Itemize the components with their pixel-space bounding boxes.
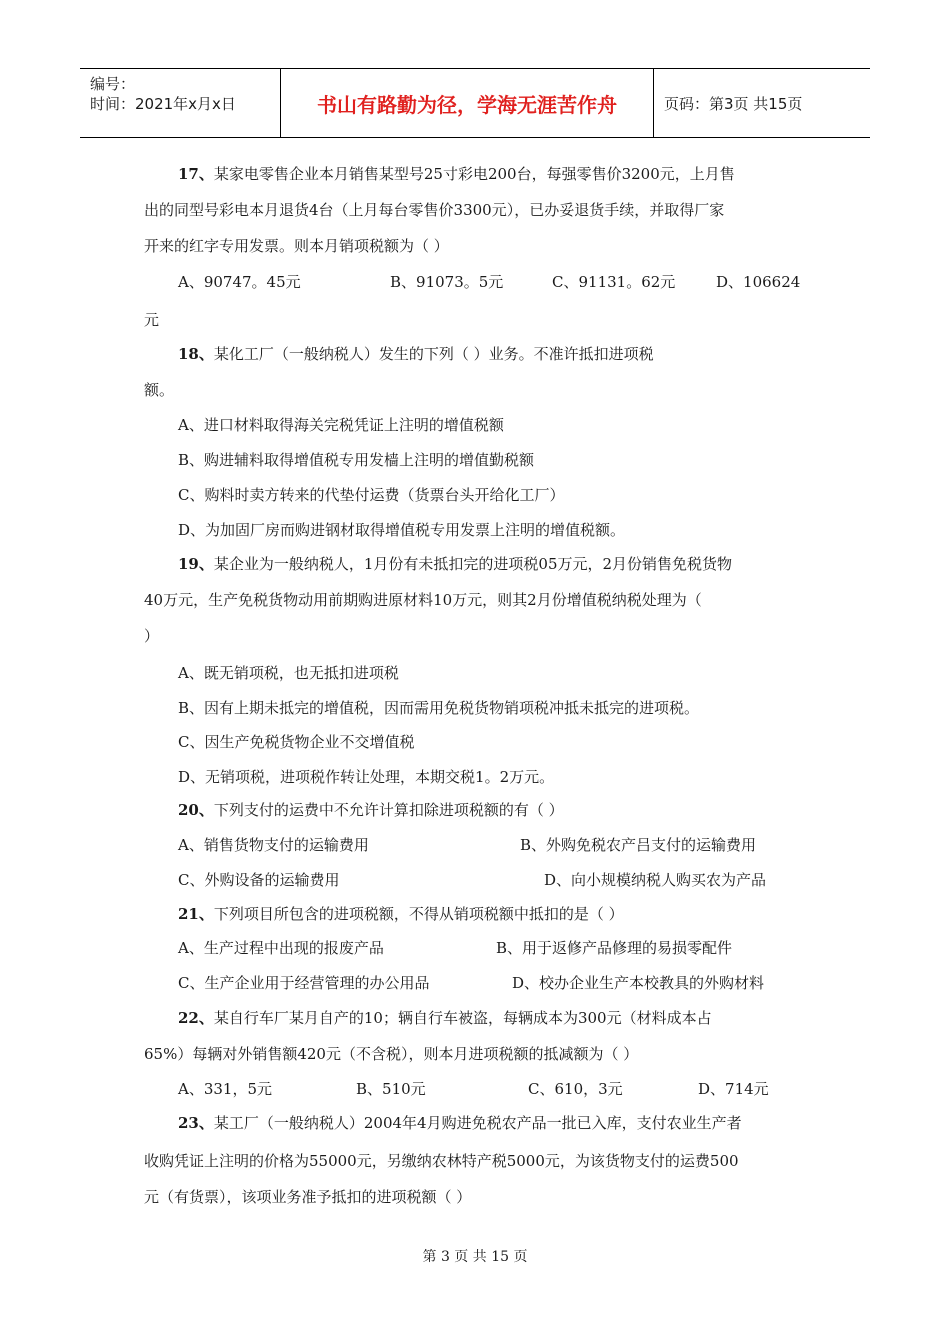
question-20-option-d: D、向小规模纳税人购买农为产品 xyxy=(544,871,767,889)
question-19-option-b: B、因有上期未抵完的增值税，因而需用免税货物销项税冲抵未抵完的进项税。 xyxy=(178,699,700,717)
document-number-label: 编号： xyxy=(90,75,136,93)
question-19-option-a: A、既无销项税，也无抵扣进项税 xyxy=(178,664,399,682)
question-22-option-a: A、331，5元 xyxy=(178,1080,273,1098)
question-17-line-2: 出的同型号彩电本月退货4台（上月每台零售价3300元），已办妥退货手续，并取得厂家 xyxy=(144,201,725,219)
question-20-option-b: B、外购免税农产吕支付的运输费用 xyxy=(520,836,757,854)
header-page-label: 页码：第3页 共15页 xyxy=(664,94,803,113)
header-motto: 书山有路勤为径，学海无涯苦作舟 xyxy=(281,69,654,137)
page-footer: 第 3 页 共 15 页 xyxy=(422,1249,528,1265)
question-19-option-d: D、无销项税，进项税作转让处理，本期交税1。2万元。 xyxy=(178,768,555,786)
question-17-option-d-cont: 元 xyxy=(144,311,160,329)
question-23-line-2: 收购凭证上注明的价格为55000元，另缴纳农林特产税5000元，为该货物支付的运费500 xyxy=(144,1152,739,1170)
question-22-line-1: 22、某自行车厂某月自产的10；辆自行车被盗，每辆成本为300元（材料成本占 xyxy=(178,1009,712,1027)
question-17-option-b: B、91073。5元 xyxy=(390,273,504,291)
question-23-line-1: 23、某工厂（一般纳税人）2004年4月购进免税农产品一批已入库，支付农业生产者 xyxy=(178,1114,742,1132)
question-22-option-c: C、610，3元 xyxy=(528,1080,623,1098)
question-22-option-b: B、510元 xyxy=(356,1080,426,1098)
question-21-line-1: 21、下列项目所包含的进项税额，不得从销项税额中抵扣的是（ ） xyxy=(178,905,624,923)
question-19-line-3: ） xyxy=(144,627,160,645)
question-18-option-b: B、购进辅料取得增值税专用发樯上注明的增值勤税额 xyxy=(178,451,535,469)
question-18-option-a: A、进口材料取得海关完税凭证上注明的增值税额 xyxy=(178,416,504,434)
question-17-option-a: A、90747。45元 xyxy=(178,273,301,291)
question-22-line-2: 65%）每辆对外销售额420元（不含税），则本月进项税额的抵减额为（ ） xyxy=(144,1045,639,1063)
question-23-line-3: 元（有货票），该项业务准予抵扣的进项税额（ ） xyxy=(144,1188,472,1206)
question-18-option-c: C、购料时卖方转来的代垫付运费（货票台头开给化工厂） xyxy=(178,486,565,504)
question-21-option-c: C、生产企业用于经营管理的办公用品 xyxy=(178,974,430,992)
question-19-line-1: 19、某企业为一般纳税人，1月份有未抵扣完的进项税05万元，2月份销售免税货物 xyxy=(178,555,733,573)
document-date-label: 时间：2021年x月x日 xyxy=(90,95,236,113)
question-19-option-c: C、因生产免税货物企业不交增值税 xyxy=(178,733,415,751)
header-meta xyxy=(80,69,281,137)
page-header xyxy=(80,68,870,138)
question-17-option-d: D、106624 xyxy=(716,273,801,291)
question-18-option-d: D、为加固厂房而购进钢材取得增值税专用发票上注明的增值税额。 xyxy=(178,521,626,539)
question-18-line-2: 额。 xyxy=(144,381,175,399)
question-18-line-1: 18、某化工厂（一般纳税人）发生的下列（ ）业务。不准许抵扣进项税 xyxy=(178,345,654,363)
question-17-option-c: C、91131。62元 xyxy=(552,273,676,291)
question-22-option-d: D、714元 xyxy=(698,1080,769,1098)
question-21-option-a: A、生产过程中出现的报废产品 xyxy=(178,939,384,957)
question-20-option-c: C、外购设备的运输费用 xyxy=(178,871,340,889)
question-19-line-2: 40万元，生产免税货物动用前期购进原材料10万元，则其2月份增值税纳税处理为（ xyxy=(144,591,702,609)
question-17-line-1: 17、某家电零售企业本月销售某型号25寸彩电200台，每强零售价3200元，上月售 xyxy=(178,165,735,183)
question-21-option-b: B、用于返修产品修理的易损零配件 xyxy=(496,939,733,957)
question-20-option-a: A、销售货物支付的运输费用 xyxy=(178,836,369,854)
question-20-line-1: 20、下列支付的运费中不允许计算扣除进项税额的有（ ） xyxy=(178,801,564,819)
question-17-line-3: 开来的红字专用发票。则本月销项税额为（ ） xyxy=(144,237,449,255)
question-21-option-d: D、校办企业生产本校教具的外购材料 xyxy=(512,974,765,992)
